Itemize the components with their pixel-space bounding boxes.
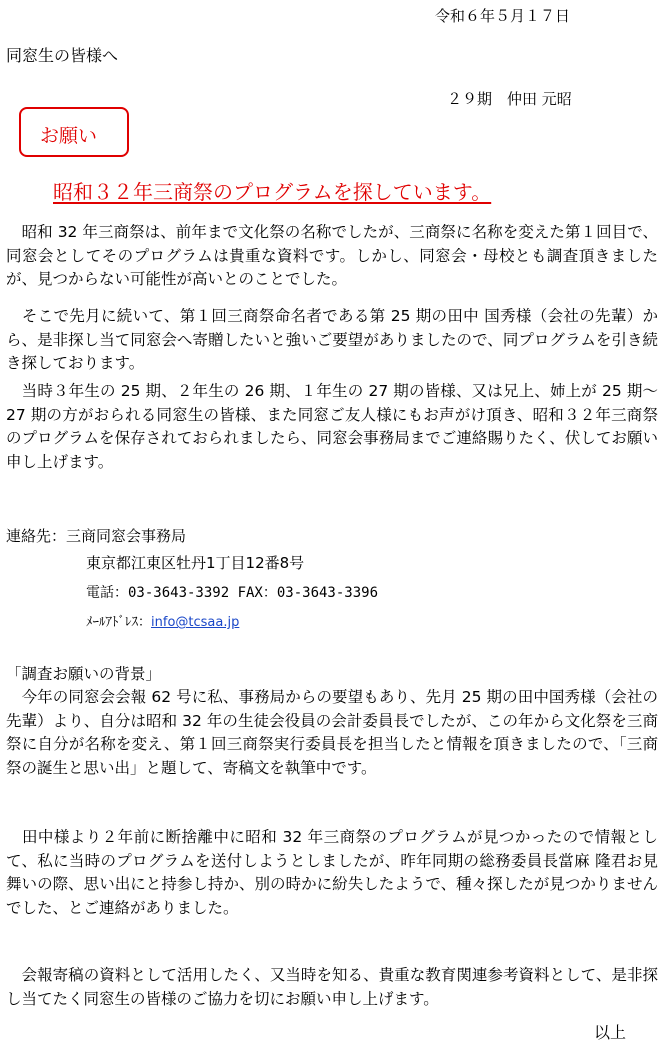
body-paragraph-1: 昭和 32 年三商祭は、前年まで文化祭の名称でしたが、三商祭に名称を変えた第１回目で、同窓会としてそのプログラムは貴重な資料です。しかし、同窓会・母校とも調査頂きましたが、見つからない可能性が高いとのことでした。 [6,223,658,288]
contact-email-row [86,611,239,630]
background-paragraph-1: 今年の同窓会会報 62 号に私、事務局からの要望もあり、先月 25 期の田中国秀様（会社の先輩）より、自分は昭和 32 年の生徒会役員の会計委員長でしたが、この年から文化祭を三商祭に自分が名称を変え、第１回三商祭実行委員長を担当したと情報を頂きましたので、「三商祭の誕生と思い出」と題して、寄稿文を執筆中です。 [6,688,658,777]
email-link[interactable]: info@tcsaa.jp [151,615,240,630]
background-heading: 「調査お願いの背景」 [6,665,162,683]
background-paragraph-3: 会報寄稿の資料として活用したく、又当時を知る、貴重な教育関連参考資料として、是非探し当てたく同窓生の皆様のご協力を切にお願い申し上げます。 [6,966,658,1008]
greeting: 同窓生の皆様へ [6,46,119,65]
body-paragraph-3: 当時３年生の 25 期、２年生の 26 期、１年生の 27 期の皆様、又は兄上、姉上が 25 期～27 期の方がおられる同窓生の皆様、また同窓ご友人様にもお声がけ頂き、昭和３２年三商祭のプログラムを保存されておられましたら、同窓会事務局までご連絡賜りたく、伏してお願い申し上げます。 [6,382,658,471]
contact-phone-fax: 電話：03-3643-3392 FAX：03-3643-3396 [86,585,379,601]
body-paragraph-2: そこで先月に続いて、第１回三商祭命名者である第 25 期の田中 国秀様（会社の先輩）から、是非探し当て同窓会へ寄贈したいと強いご要望がありましたので、同プログラムを引き続き探しております。 [6,307,658,372]
contact-label: 連絡先：三商同窓会事務局 [6,527,187,545]
request-label: お願い [40,125,98,147]
contact-address: 東京都江東区牡丹1丁目12番8号 [86,554,305,572]
background-paragraph-2: 田中様より２年前に断捨離中に昭和 32 年三商祭のプログラムが見つかったので情報として、私に当時のプログラムを送付しようとしましたが、昨年同期の総務委員長當麻 隆君お見舞いの際、思い出にと持参し持か、別の時かに紛失したようで、種々探したが見つかりませんでした、とご連絡がありました。 [6,828,658,917]
date: 令和６年５月１７日 [435,7,571,25]
sender-name: ２９期 仲田 元昭 [447,90,572,108]
document-title: 昭和３２年三商祭のプログラムを探しています。 [53,180,492,204]
closing-word: 以上 [594,1023,627,1042]
email-label: ﾒｰﾙｱﾄﾞﾚｽ： [86,615,152,630]
